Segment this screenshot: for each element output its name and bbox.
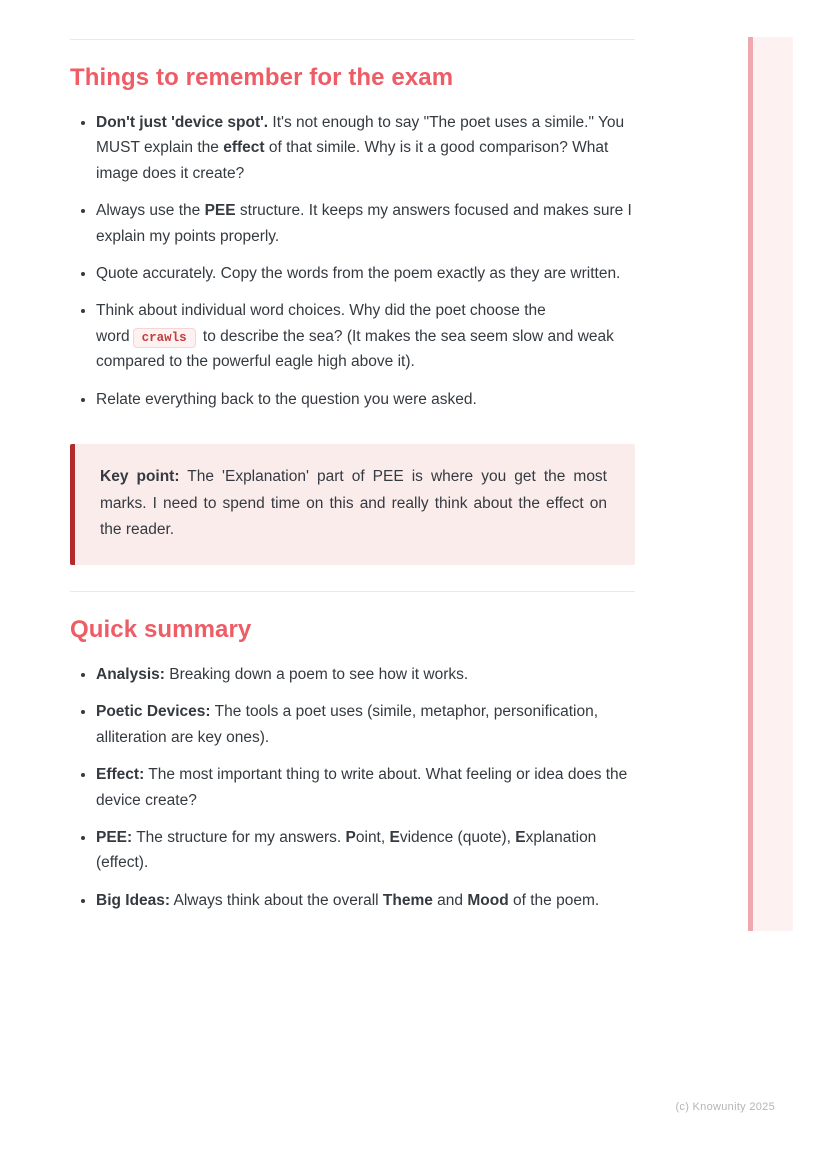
list-item (96, 762, 635, 813)
text-segment: The tools a poet uses (simile, metaphor, personification, alliteration are key ones). (96, 703, 599, 746)
divider (70, 591, 635, 592)
text-segment: Quote accurately. Copy the words from the poem exactly as they are written. (96, 265, 621, 283)
text-segment: and (432, 891, 468, 909)
bold-text: effect (223, 139, 265, 157)
document-content (70, 0, 635, 913)
bold-text: E (389, 829, 400, 847)
text-segment: Relate everything back to the question you were asked. (96, 390, 477, 408)
list-item (96, 110, 635, 186)
bold-text: Don't just 'device spot'. (96, 114, 269, 131)
text-segment: of the poem. (508, 891, 600, 909)
bold-text: Key point: (100, 468, 180, 486)
copyright-footer: (c) Knowunity 2025 (675, 1101, 775, 1113)
text-segment: of that simile. Why is it a good comparison? What image does it create? (96, 139, 609, 182)
bold-text: PEE (204, 202, 236, 220)
text-segment: xplanation (effect). (96, 829, 597, 872)
text-segment: oint, (355, 829, 390, 847)
text-segment: vidence (quote), (399, 829, 516, 847)
list-item (96, 888, 635, 913)
bold-text: Poetic Devices: (96, 703, 211, 721)
section-heading-exam-tips: Things to remember for the exam (70, 64, 454, 91)
bold-text: Theme (382, 891, 433, 909)
bold-text: Analysis: (96, 666, 165, 684)
inline-code: crawls (133, 328, 196, 348)
list-item (96, 662, 635, 687)
bold-text: Mood (467, 891, 509, 909)
side-accent-bar (748, 37, 793, 931)
list-item (96, 298, 635, 374)
bold-text: Effect: (96, 766, 145, 784)
text-segment: Think about individual word choices. Why did the poet choose the word (96, 302, 546, 345)
list-item (96, 387, 635, 412)
bold-text: PEE: (96, 829, 133, 847)
key-point-callout (70, 444, 635, 565)
bold-text: E (515, 829, 526, 847)
bold-text: P (345, 829, 356, 847)
text-segment: Always use the (96, 202, 205, 220)
list-item (96, 699, 635, 750)
text-segment: It's not enough to say "The poet uses a simile." You MUST explain the (96, 114, 625, 157)
exam-tips-list (70, 110, 635, 412)
divider (70, 39, 635, 40)
quick-summary-list (70, 662, 635, 913)
section-heading-quick-summary: Quick summary (70, 616, 252, 644)
text-segment: The most important thing to write about. What feeling or idea does the device create? (96, 766, 628, 809)
list-item (96, 198, 635, 249)
text-segment: Always think about the overall (170, 891, 383, 909)
text-segment: The structure for my answers. (132, 829, 346, 847)
text-segment: to describe the sea? (It makes the sea seem slow and weak compared to the powerful eagle high above it). (96, 327, 614, 371)
list-item (96, 261, 635, 286)
text-segment: Breaking down a poem to see how it works. (164, 666, 469, 684)
text-segment: structure. It keeps my answers focused and makes sure I explain my points properly. (96, 202, 632, 245)
text-segment: The 'Explanation' part of PEE is where you get the most marks. I need to spend time on this and really think about the effect on the reader. (100, 468, 607, 539)
list-item (96, 825, 635, 876)
bold-text: Big Ideas: (96, 891, 171, 909)
